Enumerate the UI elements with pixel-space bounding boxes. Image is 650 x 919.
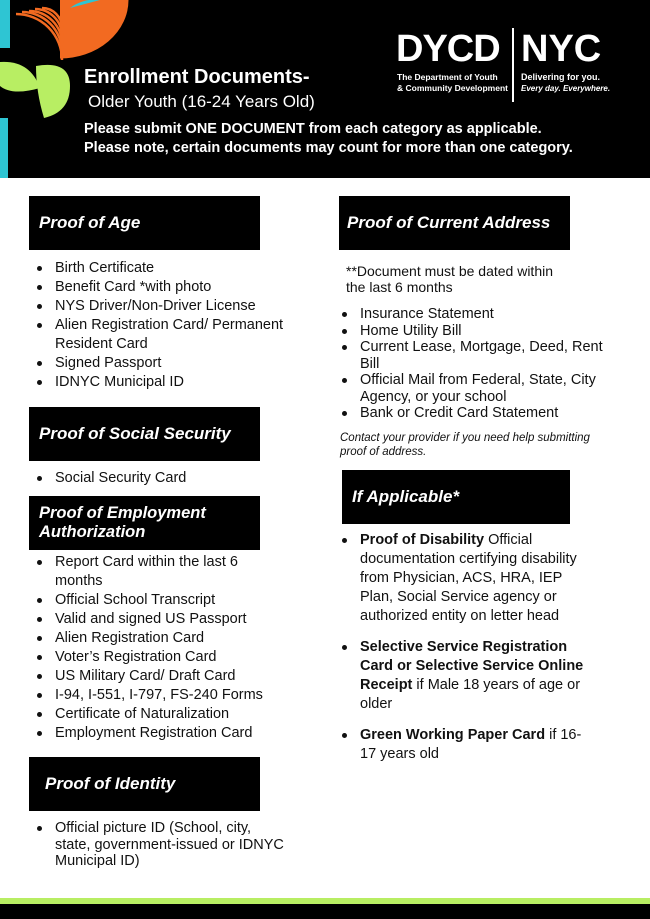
section-heading-proof-of-identity: Proof of Identity (29, 757, 260, 811)
dycd-logo: DYCD (396, 28, 500, 70)
proof-of-age-list (35, 259, 325, 392)
list-item: Green Working Paper Card if 16-17 years old (340, 726, 595, 764)
list-item: Current Lease, Mortgage, Deed, Rent Bill (340, 339, 605, 372)
page-subtitle: Older Youth (16-24 Years Old) (88, 92, 315, 111)
section-heading-proof-of-current-address: Proof of Current Address (339, 196, 570, 250)
list-item: Alien Registration Card (35, 629, 285, 648)
list-item: IDNYC Municipal ID (35, 373, 325, 392)
list-item: Certificate of Naturalization (35, 705, 285, 724)
section-heading-proof-of-age: Proof of Age (29, 196, 260, 250)
list-item: Report Card within the last 6 months (35, 553, 285, 591)
proof-of-address-list (340, 306, 605, 422)
dycd-logo-subtitle: The Department of Youth & Community Development (397, 72, 508, 93)
list-item: NYS Driver/Non-Driver License (35, 297, 325, 316)
list-item: US Military Card/ Draft Card (35, 667, 285, 686)
logo-divider (512, 28, 514, 102)
list-item: Official picture ID (School, city, state, government-issued or IDNYC Municipal ID) (35, 820, 290, 870)
footer-bar (0, 904, 650, 919)
proof-of-identity-list (35, 820, 290, 870)
address-note: **Document must be dated within the last 6 months (346, 263, 553, 295)
list-item: Insurance Statement (340, 306, 605, 323)
list-item: Voter’s Registration Card (35, 648, 285, 667)
nyc-tagline-2: Every day. Everywhere. (521, 84, 611, 93)
nyc-tagline-1: Delivering for you. (521, 72, 601, 82)
list-item: Proof of Disability Official documentation certifying disability from Physician, ACS, HRA, IEP Plan, Social Service agency or authorized entity on letter head (340, 531, 595, 626)
instruction-line-1: Please submit ONE DOCUMENT from each category as applicable. (84, 121, 542, 137)
section-heading-proof-of-employment-authorization: Proof of Employment Authorization (29, 496, 260, 550)
proof-of-social-security-list (35, 469, 325, 488)
list-item: Employment Registration Card (35, 724, 285, 743)
list-item: Bank or Credit Card Statement (340, 405, 605, 422)
list-item: Official Mail from Federal, State, City Agency, or your school (340, 372, 605, 405)
section-heading-proof-of-social-security: Proof of Social Security (29, 407, 260, 461)
list-item: Home Utility Bill (340, 323, 605, 340)
list-item: I-94, I-551, I-797, FS-240 Forms (35, 686, 285, 705)
list-item: Social Security Card (35, 469, 325, 488)
list-item: Valid and signed US Passport (35, 610, 285, 629)
list-item: Official School Transcript (35, 591, 285, 610)
nyc-logo: NYC (521, 28, 602, 70)
section-heading-if-applicable: If Applicable* (342, 470, 570, 524)
page-title: Enrollment Documents- (84, 66, 310, 88)
list-item: Benefit Card *with photo (35, 278, 325, 297)
address-contact-note: Contact your provider if you need help submitting proof of address. (340, 432, 590, 458)
header-banner (0, 0, 650, 178)
list-item: Signed Passport (35, 354, 325, 373)
list-item: Selective Service Registration Card or Selective Service Online Receipt if Male 18 years of age or older (340, 638, 595, 714)
if-applicable-list (340, 531, 595, 776)
list-item: Alien Registration Card/ Permanent Resident Card (35, 316, 325, 354)
list-item: Birth Certificate (35, 259, 325, 278)
instruction-line-2: Please note, certain documents may count for more than one category. (84, 140, 573, 156)
proof-of-employment-list (35, 553, 285, 743)
